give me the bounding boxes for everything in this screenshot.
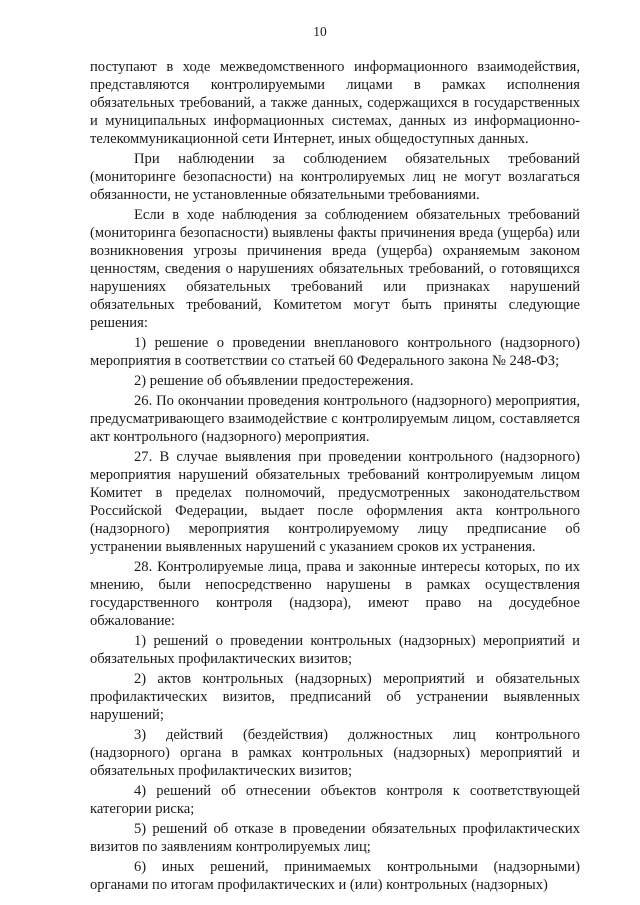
list-item: 3) действий (бездействия) должностных лиц контрольного (надзорного) органа в рамках контрольных (надзорных) мероприятий и обязательных профилактических визитов; <box>90 727 580 779</box>
paragraph: поступают в ходе межведомственного информационного взаимодействия, представляются контролируемыми лицами в рамках исполнения обязательных требований, а также данных, содержащихся в государственных и муниципальных информационных системах, данных из информационно-телекоммуникационной сети Интернет, иных общедоступных данных. <box>90 59 580 147</box>
list-item: 6) иных решений, принимаемых контрольными (надзорными) органами по итогам профилактических и (или) контрольных (надзорных) <box>90 859 580 893</box>
paragraph: Если в ходе наблюдения за соблюдением обязательных требований (мониторинга безопасности) выявлены факты причинения вреда (ущерба) или возникновения угрозы причинения вреда (ущерба) охраняемым законом ценностям, сведения о нарушениях обязательных требований, о готовящихся нарушениях обязательных требований или признаках нарушений обязательных требований, Комитетом могут быть приняты следующие решения: <box>90 207 580 331</box>
list-item: 1) решений о проведении контрольных (надзорных) мероприятий и обязательных профилактических визитов; <box>90 633 580 667</box>
document-body <box>90 58 580 896</box>
paragraph: 27. В случае выявления при проведении контрольного (надзорного) мероприятия нарушений обязательных требований контролируемым лицом Комитет в пределах полномочий, предусмотренных законодательством Российской Федерации, выдает после оформления акта контрольного (надзорного) мероприятия контролируемому лицу предписание об устранении выявленных нарушений с указанием сроков их устранения. <box>90 449 580 555</box>
list-item: 2) решение об объявлении предостережения. <box>134 373 414 389</box>
list-item: 5) решений об отказе в проведении обязательных профилактических визитов по заявлениям контролируемых лиц; <box>90 821 580 855</box>
paragraph: 28. Контролируемые лица, права и законные интересы которых, по их мнению, были непосредственно нарушены в рамках осуществления государственного контроля (надзора), имеют право на досудебное обжалование: <box>90 559 580 629</box>
list-item: 4) решений об отнесении объектов контроля к соответствующей категории риска; <box>90 783 580 817</box>
list-item: 2) актов контрольных (надзорных) мероприятий и обязательных профилактических визитов, предписаний об устранении выявленных нарушений; <box>90 671 580 723</box>
paragraph: При наблюдении за соблюдением обязательных требований (мониторинге безопасности) на контролируемых лиц не могут возлагаться обязанности, не установленные обязательными требованиями. <box>90 151 580 203</box>
list-item: 1) решение о проведении внепланового контрольного (надзорного) мероприятия в соответствии со статьей 60 Федерального закона № 248-ФЗ; <box>90 335 580 369</box>
paragraph: 26. По окончании проведения контрольного (надзорного) мероприятия, предусматривающего взаимодействие с контролируемым лицом, составляется акт контрольного (надзорного) мероприятия. <box>90 393 580 445</box>
page-number: 10 <box>313 24 327 39</box>
